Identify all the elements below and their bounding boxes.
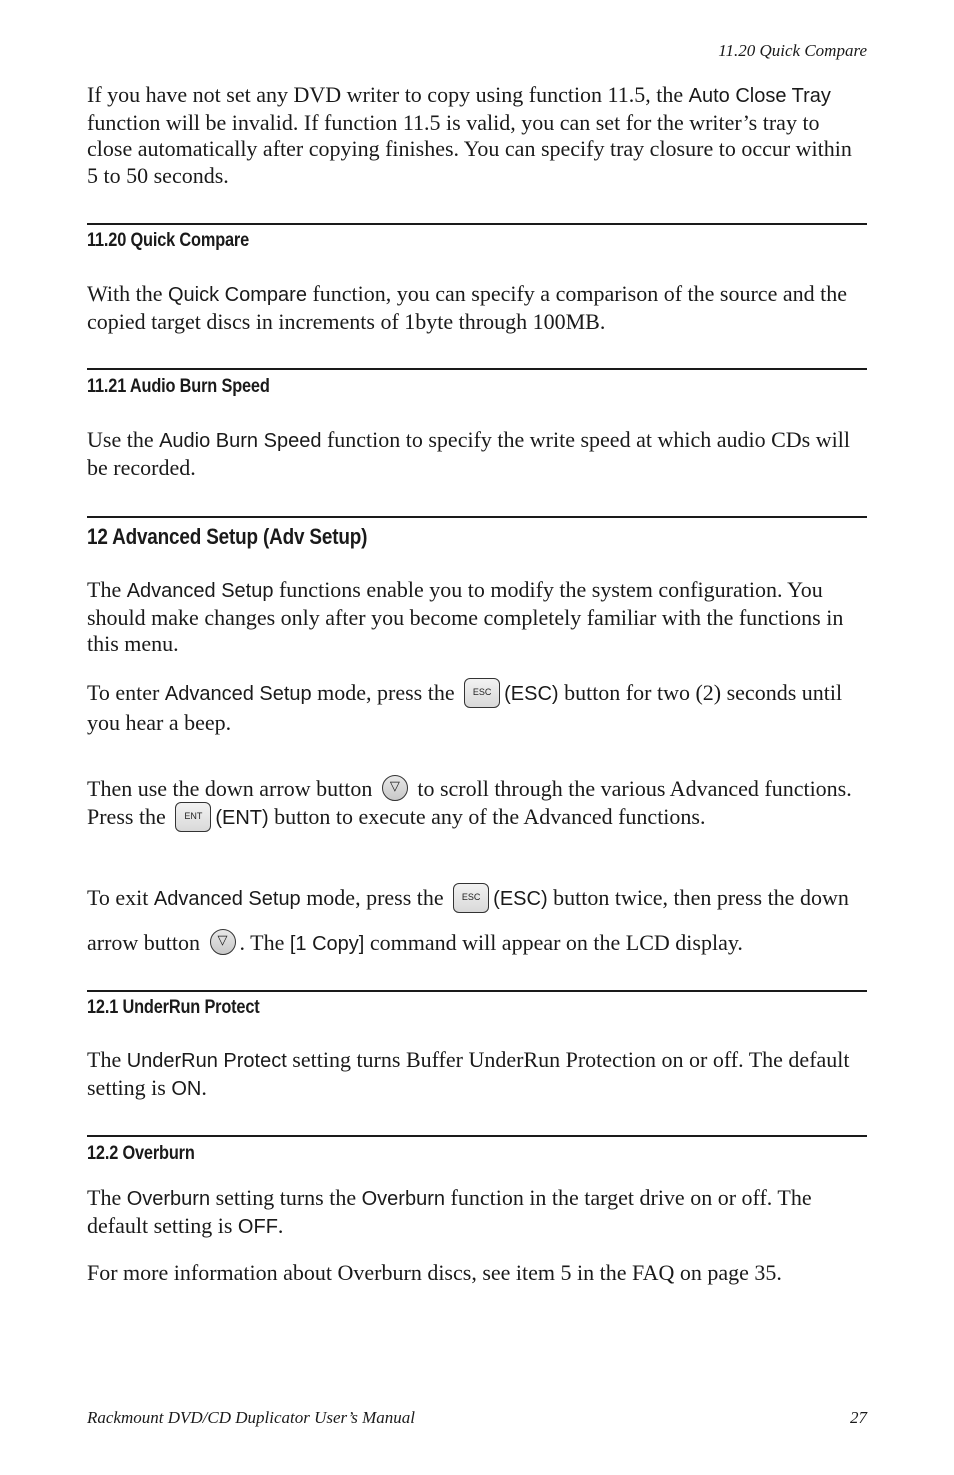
- term-auto-close-tray: Auto Close Tray: [688, 85, 831, 107]
- section-heading-12-2: 12.2 Overburn: [87, 1143, 195, 1164]
- page-number: 27: [850, 1408, 867, 1427]
- section-heading-11-21: 11.21 Audio Burn Speed: [87, 376, 270, 397]
- section-rule: [87, 1135, 867, 1137]
- exit-advanced-paragraph: To exit Advanced Setup mode, press the ESC (ESC) button twice, then press the down arrow button ▽ . The [1 Copy] command will appear on the LCD display.: [87, 876, 867, 966]
- default-value-off: OFF: [237, 1215, 278, 1238]
- default-value-on: ON: [171, 1077, 202, 1100]
- section-rule: [87, 990, 867, 992]
- term-underrun-protect: UnderRun Protect: [126, 1050, 287, 1072]
- section-11-21-body: [87, 427, 867, 481]
- section-12-2-body: [87, 1185, 867, 1240]
- ent-key-icon: ENT: [175, 802, 211, 832]
- down-arrow-icon: ▽: [210, 929, 236, 955]
- enter-advanced-block: [87, 680, 867, 737]
- esc-key-icon: ESC: [464, 678, 500, 708]
- section-heading-12: 12 Advanced Setup (Adv Setup): [87, 524, 368, 549]
- enter-advanced-paragraph: To enter Advanced Setup mode, press the ESC (ESC) button for two (2) seconds until you hear a beep.: [87, 680, 867, 737]
- term-quick-compare: Quick Compare: [168, 284, 307, 306]
- down-arrow-icon: ▽: [382, 775, 408, 801]
- exit-advanced-block: [87, 876, 867, 966]
- intro-section: [87, 82, 867, 189]
- footer-title: Rackmount DVD/CD Duplicator User’s Manual: [87, 1408, 416, 1427]
- section-11-20-body: [87, 281, 867, 335]
- section-12-1-body: [87, 1047, 867, 1102]
- esc-key-icon: ESC: [453, 883, 489, 913]
- section-heading-12-1: 12.1 UnderRun Protect: [87, 997, 260, 1018]
- overburn-paragraph: The Overburn setting turns the Overburn function in the target drive on or off. The default setting is OFF.: [87, 1185, 812, 1238]
- overburn-faq-paragraph: For more information about Overburn discs, see item 5 in the FAQ on page 35.: [87, 1260, 782, 1285]
- running-head: 11.20 Quick Compare: [718, 41, 867, 60]
- audio-burn-speed-paragraph: Use the Audio Burn Speed function to specify the write speed at which audio CDs will be recorded.: [87, 427, 850, 480]
- lcd-command: [1 Copy]: [289, 933, 365, 955]
- quick-compare-paragraph: With the Quick Compare function, you can specify a comparison of the source and the copied target discs in increments of 1byte through 100MB.: [87, 281, 847, 334]
- scroll-advanced-paragraph: Then use the down arrow button ▽ to scroll through the various Advanced functions. Press the ENT (ENT) button to execute any of the Advanced functions.: [87, 776, 867, 834]
- section-heading-11-20: 11.20 Quick Compare: [87, 230, 250, 251]
- section-rule: [87, 516, 867, 518]
- advanced-setup-paragraph: The Advanced Setup functions enable you to modify the system configuration. You should make changes only after you become completely familiar with the functions in this menu.: [87, 577, 844, 656]
- term-audio-burn-speed: Audio Burn Speed: [159, 430, 322, 452]
- intro-paragraph: If you have not set any DVD writer to copy using function 11.5, the Auto Close Tray function will be invalid. If function 11.5 is valid, you can set for the writer’s tray to close automatically after copying finishes. You can specify tray closure to occur within 5 to 50 seconds.: [87, 82, 852, 188]
- term-overburn: Overburn: [126, 1188, 211, 1210]
- overburn-faq-block: [87, 1260, 867, 1287]
- scroll-advanced-block: [87, 776, 867, 834]
- underrun-protect-paragraph: The UnderRun Protect setting turns Buffer UnderRun Protection on or off. The default setting is ON.: [87, 1047, 850, 1100]
- section-rule: [87, 368, 867, 370]
- section-12-body: [87, 577, 867, 658]
- section-rule: [87, 223, 867, 225]
- term-advanced-setup: Advanced Setup: [126, 580, 274, 602]
